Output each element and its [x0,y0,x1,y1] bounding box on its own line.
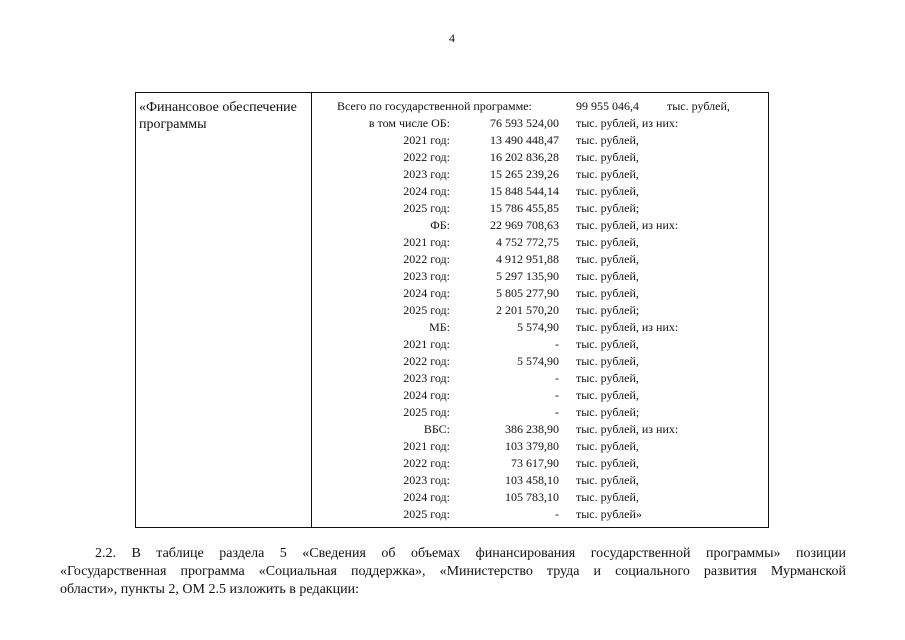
financing-row-unit: тыс. рублей, [576,439,639,453]
financing-row-value: 105 783,10 [505,490,559,504]
financing-row-label: МБ: [429,320,450,334]
financing-row-unit: тыс. рублей, из них: [576,116,679,130]
financing-row-value: - [555,337,559,351]
financing-row-unit: тыс. рублей, [576,167,639,181]
financing-row-label: 2025 год: [403,507,450,521]
financing-row-label: 2021 год: [403,439,450,453]
financing-row [312,166,768,183]
financing-row-value: 5 805 277,90 [496,286,559,300]
financing-row-label: 2022 год: [403,252,450,266]
financing-row-label: 2023 год: [403,371,450,385]
financing-row-unit: тыс. рублей, [576,269,639,283]
financing-content-cell [312,93,768,527]
financing-row [312,200,768,217]
financing-row-unit: тыс. рублей; [576,201,640,215]
financing-row [312,404,768,421]
financing-row [312,302,768,319]
financing-row [312,268,768,285]
financing-label-line-1: «Финансовое обеспечение [139,100,297,115]
financing-row-unit: тыс. рублей, из них: [576,320,679,334]
financing-row-value: 16 202 836,28 [490,150,559,164]
financing-row [312,387,768,404]
financing-row-label: 2025 год: [403,303,450,317]
paragraph-line-2: «Государственная программа «Социальная поддержка», «Министерство труда и социального развития Мурманской [60,564,846,579]
financing-row-value: - [555,507,559,521]
financing-row-unit: тыс. рублей; [576,405,640,419]
financing-row-label: 2024 год: [403,286,450,300]
amendment-paragraph [60,545,846,599]
financing-row-label: 2021 год: [403,133,450,147]
financing-row [312,319,768,336]
financing-row-unit: тыс. рублей, [576,337,639,351]
financing-row-label: 2021 год: [403,235,450,249]
financing-row-unit: тыс. рублей, [576,252,639,266]
financing-row [312,421,768,438]
financing-row-label: 2024 год: [403,490,450,504]
financing-row-value: 15 848 544,14 [490,184,559,198]
financing-total-label: Всего по государственной программе: [337,99,532,113]
financing-row [312,489,768,506]
financing-table [135,92,769,528]
financing-row-unit: тыс. рублей» [576,507,642,521]
financing-row-value: 5 297 135,90 [496,269,559,283]
financing-row-unit: тыс. рублей, [576,371,639,385]
financing-row-value: 2 201 570,20 [496,303,559,317]
financing-row-label: 2022 год: [403,354,450,368]
financing-row-label: 2024 год: [403,388,450,402]
financing-row-value: 76 593 524,00 [490,116,559,130]
financing-row [312,115,768,132]
financing-row [312,234,768,251]
financing-row [312,336,768,353]
financing-row-value: - [555,405,559,419]
page-number: 4 [449,31,455,45]
financing-row-value: 15 786 455,85 [490,201,559,215]
financing-row-unit: тыс. рублей; [576,303,640,317]
financing-row-value: 4 752 772,75 [496,235,559,249]
financing-row-unit: тыс. рублей, из них: [576,422,679,436]
financing-row-value: 73 617,90 [511,456,559,470]
financing-row [312,506,768,523]
financing-row-value: - [555,388,559,402]
financing-row-unit: тыс. рублей, [576,456,639,470]
financing-total-value: 99 955 046,4 [576,99,639,113]
financing-row-unit: тыс. рублей, [576,388,639,402]
financing-row [312,370,768,387]
financing-row-label: 2021 год: [403,337,450,351]
financing-row-unit: тыс. рублей, [576,133,639,147]
financing-row-label: в том числе ОБ: [368,116,450,130]
financing-row-label: 2025 год: [403,405,450,419]
financing-row-value: 13 490 448,47 [490,133,559,147]
financing-row-label: 2025 год: [403,201,450,215]
financing-row-label: 2022 год: [403,456,450,470]
financing-row-label: 2023 год: [403,167,450,181]
financing-row [312,132,768,149]
financing-row-value: 103 379,80 [505,439,559,453]
financing-row [312,183,768,200]
paragraph-line-1: 2.2. В таблице раздела 5 «Сведения об объемах финансирования государственной программы» позиции [95,546,846,561]
financing-row [312,353,768,370]
financing-row [312,251,768,268]
financing-row-unit: тыс. рублей, [576,286,639,300]
financing-row-value: 103 458,10 [505,473,559,487]
financing-total-unit: тыс. рублей, [667,99,730,113]
financing-row-label: ФБ: [430,218,450,232]
financing-row [312,438,768,455]
paragraph-line-3: области», пункты 2, ОМ 2.5 изложить в редакции: [60,582,359,597]
financing-row-label: 2023 год: [403,269,450,283]
financing-row-value: 386 238,90 [505,422,559,436]
financing-row-unit: тыс. рублей, [576,354,639,368]
financing-row-label: ВБС: [423,422,450,436]
financing-label-cell [136,93,312,527]
financing-row-value: 4 912 951,88 [496,252,559,266]
financing-row-unit: тыс. рублей, из них: [576,218,679,232]
financing-row-label: 2023 год: [403,473,450,487]
financing-lines [312,98,768,523]
financing-row-unit: тыс. рублей, [576,473,639,487]
financing-row-unit: тыс. рублей, [576,150,639,164]
financing-row-label: 2022 год: [403,150,450,164]
financing-row [312,217,768,234]
financing-row-value: 5 574,90 [517,320,559,334]
financing-row-value: 5 574,90 [517,354,559,368]
financing-row-value: 22 969 708,63 [490,218,559,232]
financing-row-value: - [555,371,559,385]
financing-row-unit: тыс. рублей, [576,235,639,249]
financing-row-unit: тыс. рублей, [576,184,639,198]
financing-row [312,149,768,166]
financing-total-row [312,98,768,115]
financing-row [312,472,768,489]
financing-row [312,455,768,472]
financing-row [312,285,768,302]
financing-label-line-2: программы [139,117,207,132]
financing-row-unit: тыс. рублей, [576,490,639,504]
financing-row-value: 15 265 239,26 [490,167,559,181]
financing-row-label: 2024 год: [403,184,450,198]
